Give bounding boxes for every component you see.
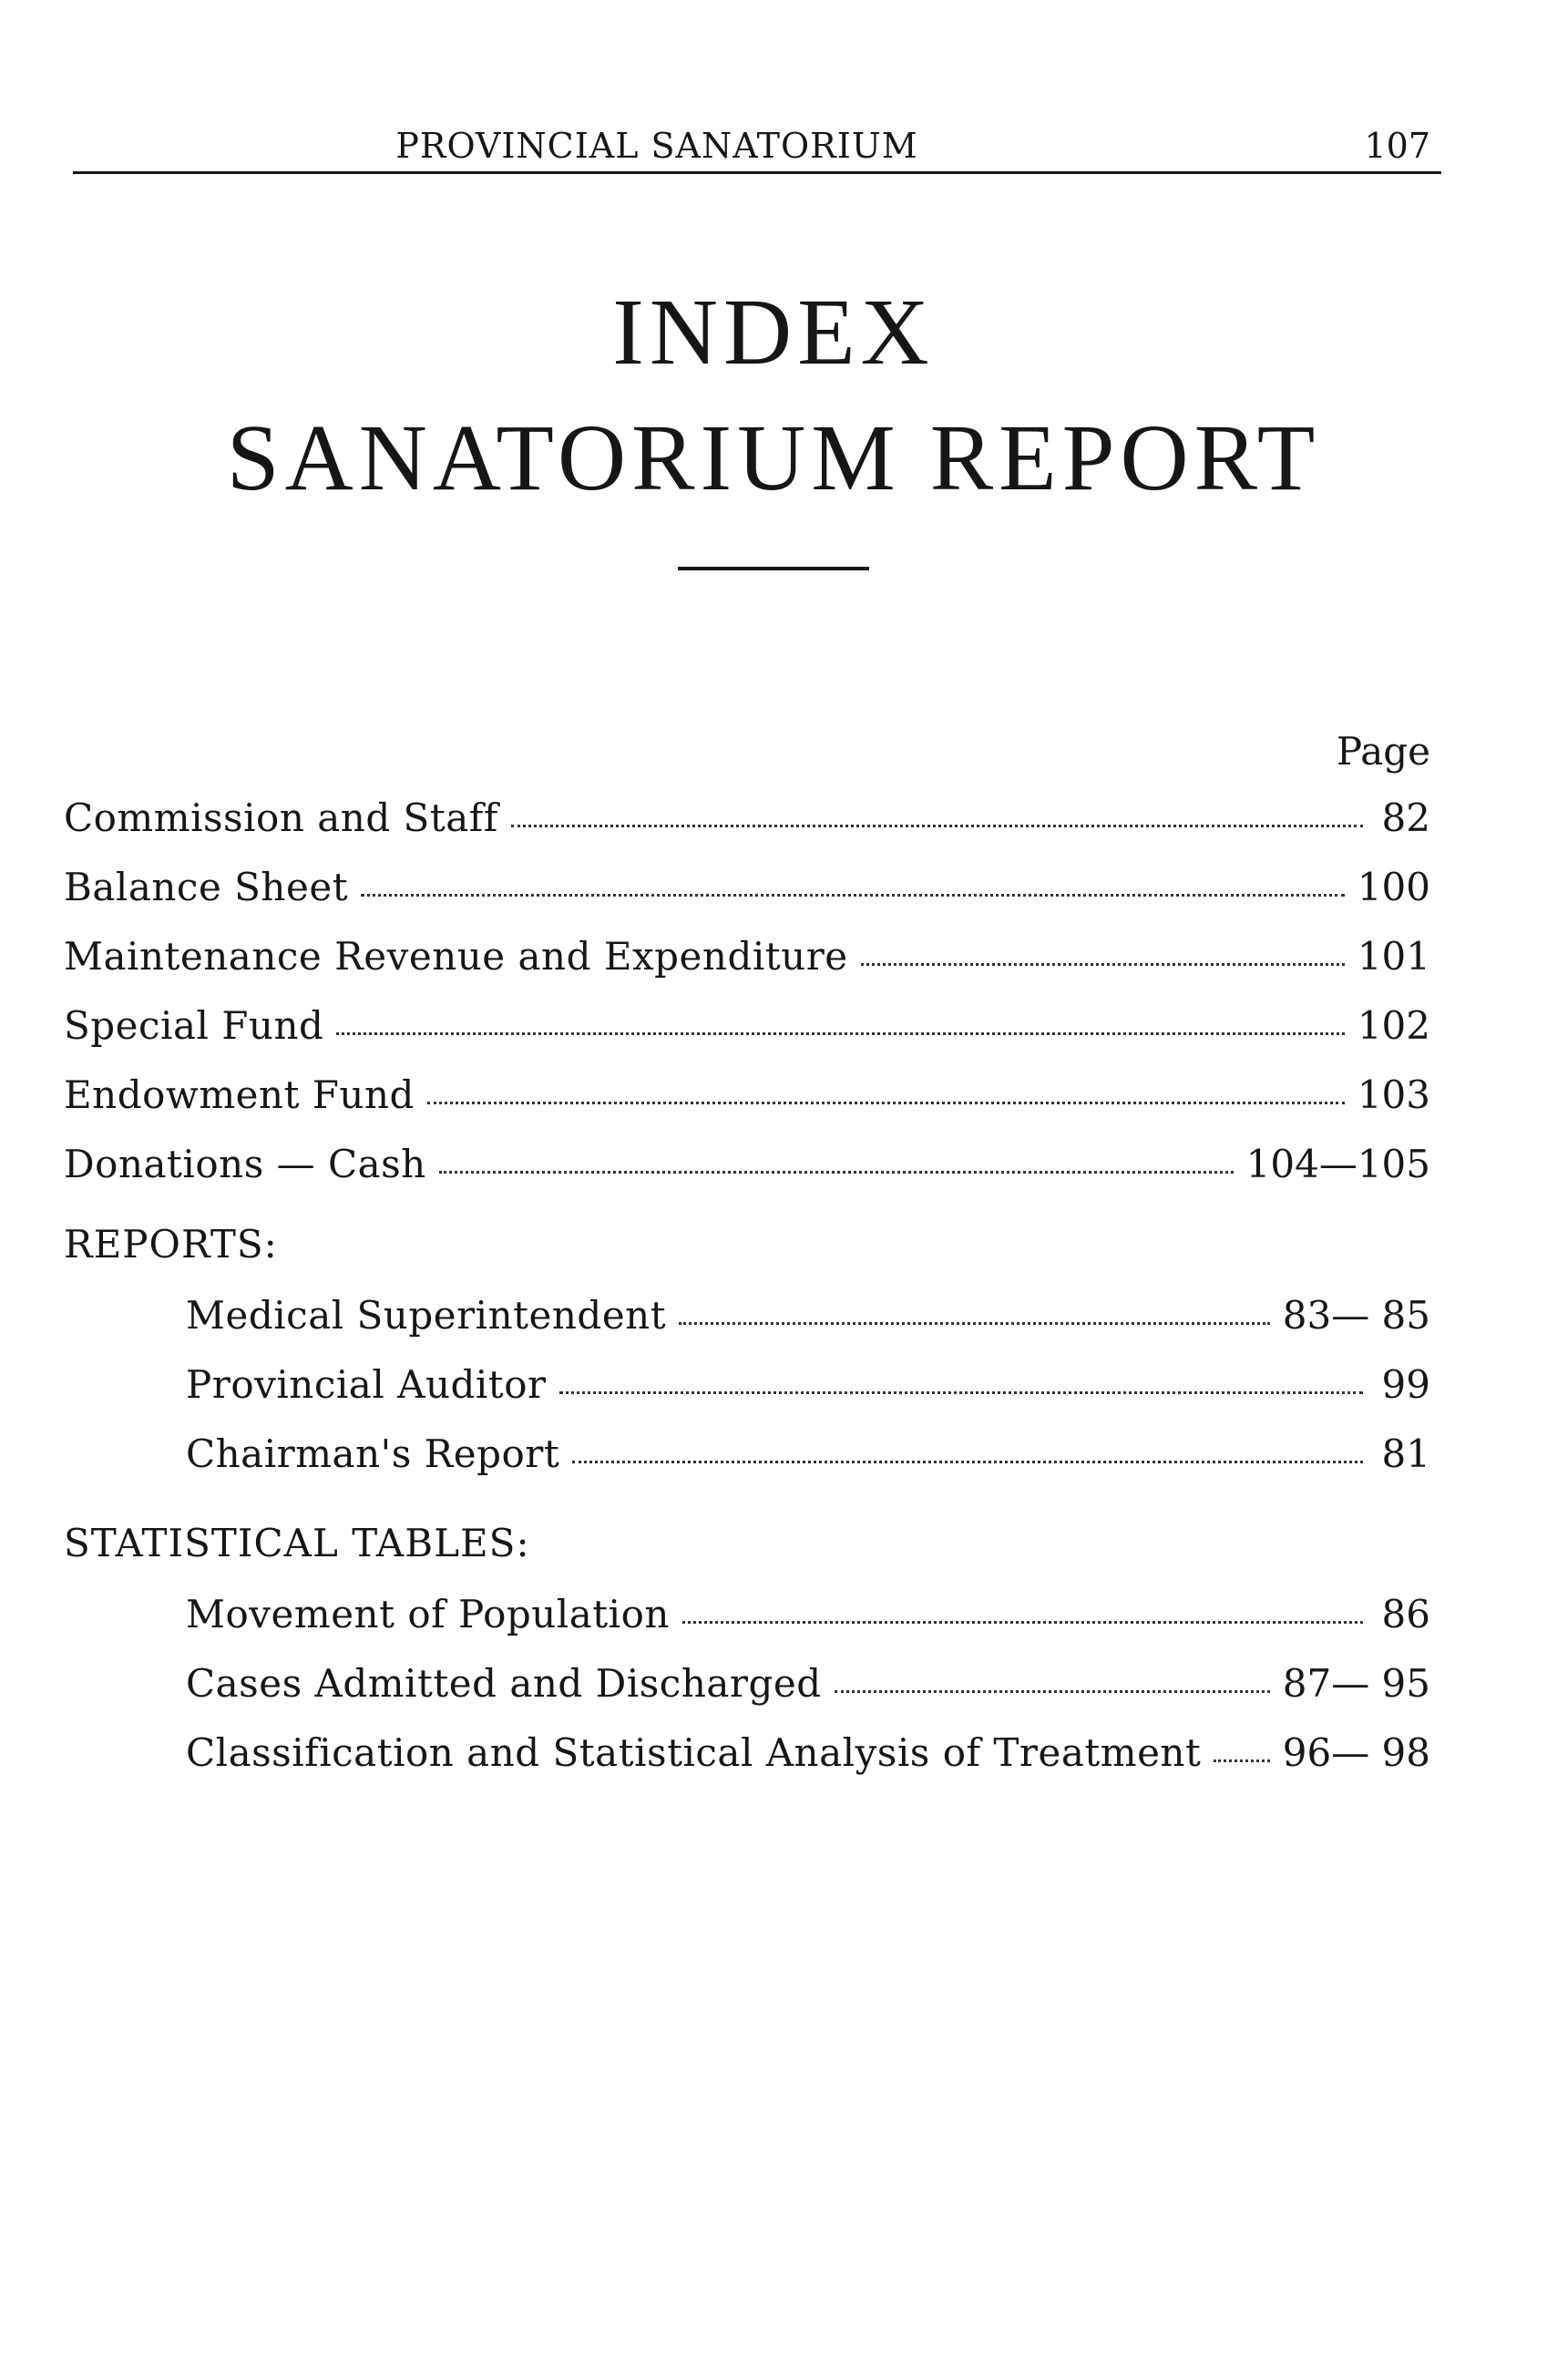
reports-heading: REPORTS: bbox=[64, 1222, 278, 1267]
toc-entry-maintenance bbox=[64, 922, 1430, 991]
entry-label: Commission and Staff bbox=[64, 795, 498, 840]
dot-leader bbox=[861, 963, 1345, 966]
dot-leader bbox=[572, 1461, 1363, 1463]
entry-label: Classification and Statistical Analysis of Treatment bbox=[186, 1730, 1202, 1775]
entry-label: Special Fund bbox=[64, 1003, 324, 1048]
entry-page: 82 bbox=[1381, 795, 1430, 840]
dot-leader bbox=[682, 1621, 1363, 1624]
page-number: 107 bbox=[1364, 126, 1430, 166]
toc-entry-donations bbox=[64, 1130, 1430, 1199]
entry-label: Balance Sheet bbox=[64, 865, 349, 909]
page-column-heading: Page bbox=[1336, 729, 1430, 774]
title-block bbox=[0, 273, 1547, 570]
toc-entry-balance-sheet bbox=[64, 853, 1430, 922]
toc-entry-chairmans-report bbox=[64, 1420, 1430, 1489]
table-of-contents bbox=[64, 720, 1430, 1788]
entry-label: Endowment Fund bbox=[64, 1072, 415, 1117]
entry-page: 102 bbox=[1357, 1003, 1430, 1048]
toc-entry-endowment-fund bbox=[64, 1061, 1430, 1130]
entry-label: Provincial Auditor bbox=[186, 1362, 547, 1407]
toc-entry-classification-analysis bbox=[64, 1718, 1430, 1788]
statistical-tables-heading: STATISTICAL TABLES: bbox=[64, 1521, 530, 1565]
dot-leader bbox=[439, 1171, 1234, 1174]
entry-page: 83— 85 bbox=[1282, 1293, 1430, 1338]
dot-leader bbox=[835, 1690, 1270, 1693]
title-rule bbox=[678, 567, 869, 570]
entry-page: 81 bbox=[1381, 1431, 1430, 1476]
entry-page: 96— 98 bbox=[1282, 1730, 1430, 1775]
toc-entry-commission bbox=[64, 784, 1430, 853]
dot-leader bbox=[679, 1322, 1270, 1325]
entry-label: Chairman's Report bbox=[186, 1431, 560, 1476]
running-title: PROVINCIAL SANATORIUM bbox=[395, 126, 918, 166]
dot-leader bbox=[427, 1102, 1345, 1104]
index-title: INDEX bbox=[612, 280, 935, 385]
dot-leader bbox=[336, 1032, 1344, 1035]
entry-page: 87— 95 bbox=[1282, 1661, 1430, 1706]
entry-label: Medical Superintendent bbox=[186, 1293, 667, 1338]
entry-label: Donations — Cash bbox=[64, 1142, 426, 1186]
toc-entry-provincial-auditor bbox=[64, 1350, 1430, 1420]
header-rule bbox=[73, 171, 1441, 174]
toc-entry-special-fund bbox=[64, 991, 1430, 1061]
entry-page: 103 bbox=[1357, 1072, 1430, 1117]
toc-entry-cases-admitted bbox=[64, 1649, 1430, 1718]
toc-entry-movement-population bbox=[64, 1580, 1430, 1649]
entry-page: 100 bbox=[1357, 865, 1430, 909]
entry-page: 101 bbox=[1357, 934, 1430, 979]
dot-leader bbox=[511, 825, 1363, 827]
report-title: SANATORIUM REPORT bbox=[226, 405, 1321, 510]
entry-label: Maintenance Revenue and Expenditure bbox=[64, 934, 848, 979]
dot-leader bbox=[1214, 1759, 1269, 1762]
entry-label: Cases Admitted and Discharged bbox=[186, 1661, 822, 1706]
running-header bbox=[73, 117, 1441, 180]
entry-page: 104—105 bbox=[1245, 1142, 1430, 1186]
toc-entry-medical-superintendent bbox=[64, 1281, 1430, 1350]
entry-page: 99 bbox=[1381, 1362, 1430, 1407]
dot-leader bbox=[559, 1391, 1363, 1394]
entry-page: 86 bbox=[1381, 1592, 1430, 1636]
entry-label: Movement of Population bbox=[186, 1592, 670, 1636]
dot-leader bbox=[361, 894, 1345, 897]
